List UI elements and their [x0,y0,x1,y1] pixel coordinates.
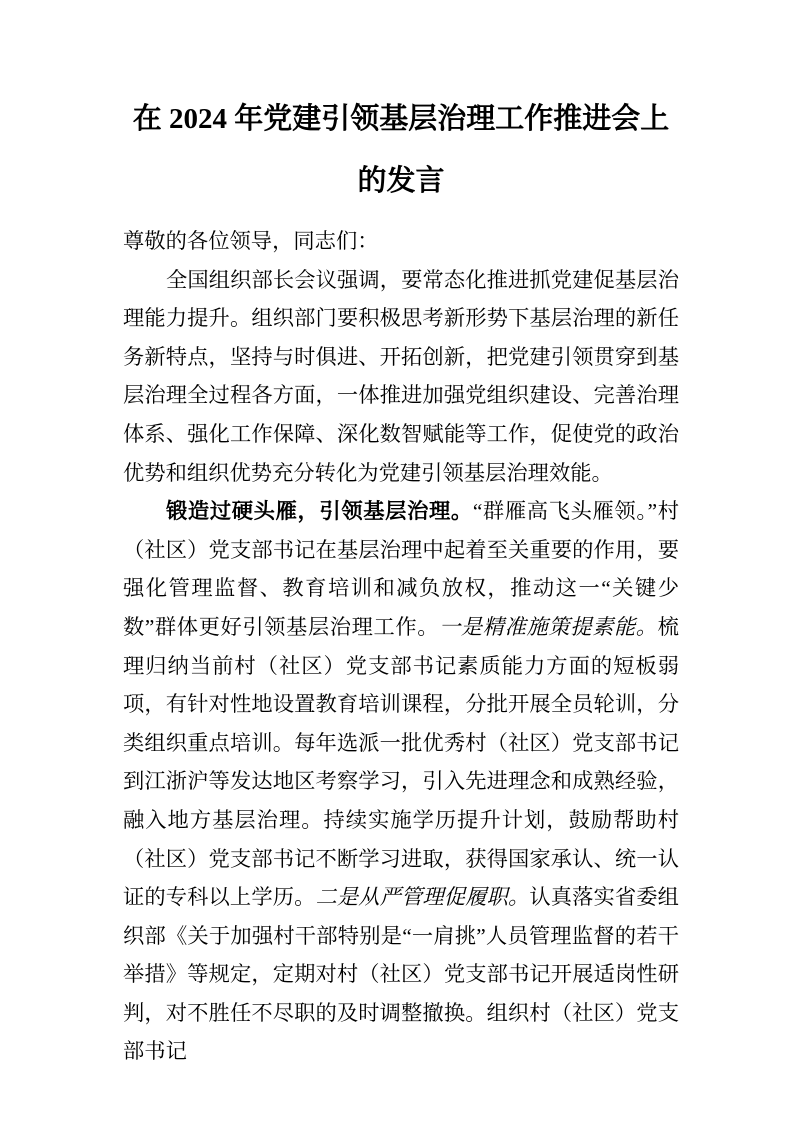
bold-text-run: 锻造过硬头雁，引领基层治理。 [166,499,473,524]
paragraph [123,222,679,261]
body-text-run: 梳理归纳当前村（社区）党支部书记素质能力方面的短板弱项，有针对性地设置教育培训课程，分批开展全员轮训，分类组织重点培训。每年选派一批优秀村（社区）党支部书记到江浙沪等发达地区考察学习，引入先进理念和成熟经验，融入地方基层治理。持续实施学历提升计划，鼓励帮助村（社区）党支部书记不断学习进取，获得国家承认、统一认证的专科以上学历。 [123,614,679,910]
body-text-run: 认真落实省委组织部《关于加强村干部特别是“一肩挑”人员管理监督的若干举措》等规定，定期对村（社区）党支部书记开展适岗性研判，对不胜任不尽职的及时调整撤换。组织村（社区）党支部书记 [123,885,679,1064]
body-text-run: “群雁高飞头雁领。”村（社区）党支部书记在基层治理中起着至关重要的作用，要强化管理监督、教育培训和减负放权，推动这一“关键少数”群体更好引领基层治理工作。 [123,499,679,639]
body-text-run: 尊敬的各位领导，同志们： [123,229,379,253]
body-text-run: 全国组织部长会议强调，要常态化推进抓党建促基层治理能力提升。组织部门要积极思考新形势下基层治理的新任务新特点，坚持与时俱进、开拓创新，把党建引领贯穿到基层治理全过程各方面，一体推进加强党组织建设、完善治理体系、强化工作保障、深化数智赋能等工作，促使党的政治优势和组织优势充分转化为党建引领基层治理效能。 [123,267,679,485]
document-title [123,88,679,212]
title-line-2: 的发言 [357,165,445,197]
emphasis-text-run: 二是从严管理促履职。 [315,885,530,910]
paragraph [123,261,679,493]
paragraph [123,492,679,1071]
emphasis-text-run: 一是精准施策提素能。 [439,614,658,639]
title-line-1: 在 2024 年党建引领基层治理工作推进会上 [132,103,670,135]
document-body [123,222,679,1071]
